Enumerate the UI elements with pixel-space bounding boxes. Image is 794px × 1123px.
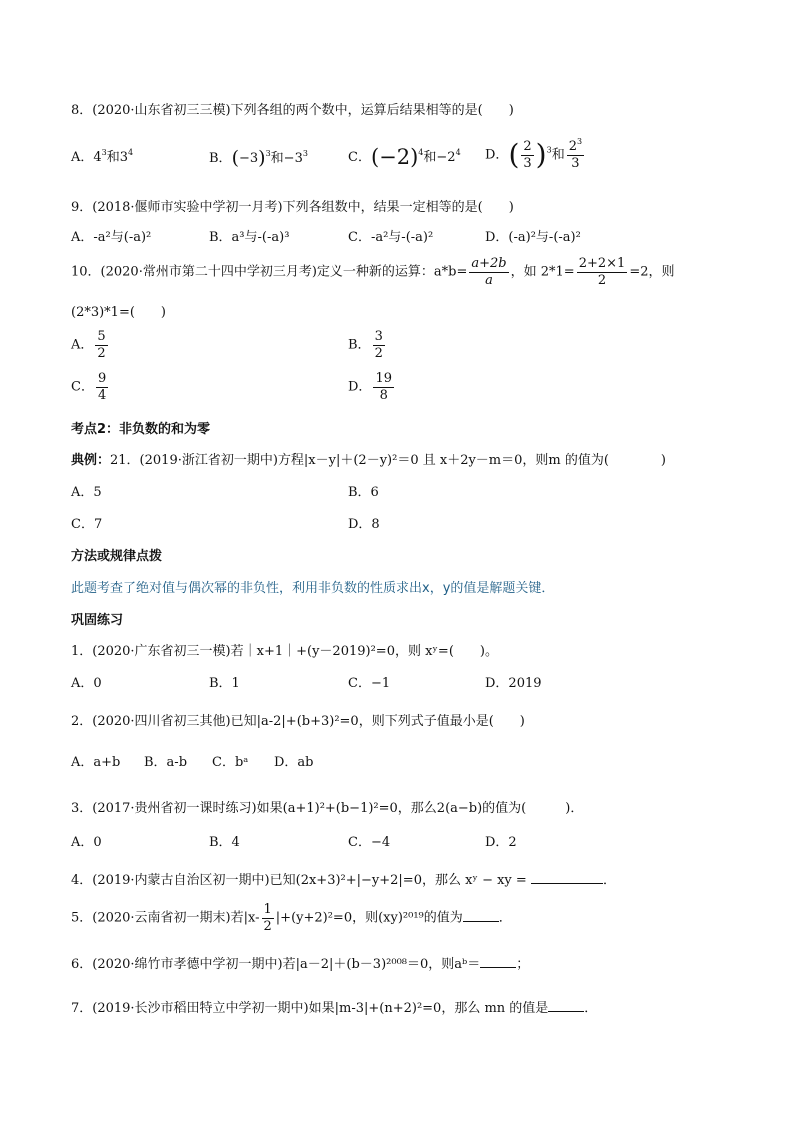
- section-heading-kaodian-2: 考点2：非负数的和为零: [71, 422, 211, 437]
- q10-c-num: 9: [97, 371, 107, 386]
- method-heading: 方法或规律点拨: [71, 549, 163, 564]
- p2-option-c: C．bᵃ: [212, 755, 249, 770]
- p1-option-b: B．1: [209, 676, 240, 691]
- practice-2-stem: 2．(2020·四川省初三其他)已知|a-2|+(b+3)²=0，则下列式子值最小是( ): [71, 714, 525, 729]
- p7-answer-blank[interactable]: [548, 1011, 584, 1012]
- q8-option-d: D．( $\frac{2}{3}$ )$^3$和 $\frac{2^3}{3}$: [485, 137, 583, 172]
- q10-b-den: 2: [374, 345, 383, 361]
- example-text: 21．(2019·浙江省初一期中)方程|x－y|＋(2－y)²＝0 且 x＋2y－m＝0，则m 的值为( ): [110, 453, 667, 468]
- p3-option-b: B．4: [209, 835, 240, 850]
- q10-d-label: D．: [348, 379, 372, 395]
- question-10-stem: [71, 257, 674, 287]
- q10-a-num: 5: [97, 329, 106, 344]
- p1-option-c: C．−1: [348, 676, 391, 691]
- q10-stem-part-b: ，如 2*1=: [510, 264, 575, 280]
- p1-option-d: D．2019: [485, 676, 542, 691]
- q10-stem-part-a: 10．(2020·常州市第二十四中学初三月考)定义一种新的运算：a*b=: [71, 264, 468, 280]
- q10-option-d: [348, 372, 396, 402]
- p6-answer-blank[interactable]: [480, 967, 516, 968]
- question-9-stem: 9．(2018·偃师市实验中学初一月考)下列各组数中，结果一定相等的是( ): [71, 200, 514, 215]
- q9-option-c: C．-a²与-(-a)²: [348, 230, 434, 245]
- p5-answer-blank[interactable]: [463, 921, 499, 922]
- p5-frac-den: 2: [263, 918, 272, 934]
- p5-stem-part-b: |+(y+2)²=0，则(xy)²⁰¹⁹的值为: [275, 910, 463, 926]
- p3-option-c: C．−4: [348, 835, 391, 850]
- q8-option-a: A．$4^3$和$3^4$: [71, 148, 134, 165]
- practice-7-stem: 7．(2019·长沙市稻田特立中学初一期中)如果|m-3|+(n+2)²=0，那么 mn 的值是 ．: [71, 1001, 598, 1016]
- p2-option-a: A．a+b: [71, 755, 121, 770]
- example-option-c: C．7: [71, 517, 103, 532]
- q9-option-d: D．(-a)²与-(-a)²: [485, 230, 581, 245]
- q10-option-b: [348, 330, 387, 360]
- practice-1-stem: 1．(2020·广东省初三一模)若｜x+1｜+(y－2019)²=0，则 xʸ=( )。: [71, 644, 498, 659]
- p3-option-d: D．2: [485, 835, 517, 850]
- example-option-b: B．6: [348, 485, 379, 500]
- q9-option-a: A．-a²与(-a)²: [71, 230, 152, 245]
- example-option-a: A．5: [71, 485, 102, 500]
- practice-3-stem: 3．(2017·贵州省初一课时练习)如果(a+1)²+(b−1)²=0，那么2(a−b)的值为( )．: [71, 801, 584, 816]
- practice-heading: 巩固练习: [71, 613, 124, 628]
- q9-option-b: B．a³与-(-a)³: [209, 230, 290, 245]
- practice-5-stem: 5．(2020·云南省初一期末)若|x- $\frac{1}{2}$ |+(y+2)²=0，则(xy)²⁰¹⁹的值为 ．: [71, 902, 512, 934]
- example-question: [71, 454, 666, 467]
- p1-option-a: A．0: [71, 676, 102, 691]
- practice-6-stem: 6．(2020·绵竹市孝德中学初一期中)若|a－2|＋(b－3)²⁰⁰⁸＝0，则aᵇ＝ ；: [71, 957, 530, 972]
- q8-option-b: B．$(-3)^3$和$-3^3$: [209, 147, 308, 169]
- question-8-stem: 8．(2020·山东省初三三模)下列各组的两个数中，运算后结果相等的是( ): [71, 103, 514, 118]
- p5-frac-num: 1: [263, 902, 272, 917]
- q10-d-num: 19: [375, 371, 392, 386]
- q10-def-denominator: a: [485, 272, 493, 288]
- q10-b-num: 3: [374, 329, 383, 344]
- example-label: 典例：: [71, 453, 111, 468]
- p2-option-b: B．a-b: [144, 755, 188, 770]
- q10-a-label: A．: [71, 337, 94, 353]
- q10-example-numerator: 2+2×1: [578, 256, 626, 271]
- q10-option-a: [71, 330, 110, 360]
- example-option-d: D．8: [348, 517, 380, 532]
- p4-answer-blank[interactable]: [531, 883, 603, 884]
- p7-stem-text: 7．(2019·长沙市稻田特立中学初一期中)如果|m-3|+(n+2)²=0，那么 mn 的值是: [71, 1001, 549, 1016]
- q10-option-c: [71, 372, 110, 402]
- q10-c-label: C．: [71, 379, 94, 395]
- q10-a-den: 2: [97, 345, 106, 361]
- q8-option-c: C．$(-2)^4$和$-2^4$: [348, 145, 461, 169]
- q10-stem-part-c: =2，则: [629, 264, 675, 280]
- q10-c-den: 4: [97, 387, 107, 403]
- p3-option-a: A．0: [71, 835, 102, 850]
- method-text: 此题考查了绝对值与偶次幂的非负性，利用非负数的性质求出x，y的值是解题关键．: [71, 581, 555, 596]
- q10-def-numerator: a+2b: [471, 256, 507, 271]
- practice-4-stem: 4．(2019·内蒙古自治区初一期中)已知(2x+3)²+|−y+2|=0，那么 xʸ − xy = ．: [71, 873, 616, 888]
- q10-line-2: (2*3)*1=( ): [71, 305, 166, 320]
- q10-example-denominator: 2: [597, 272, 607, 288]
- p4-stem-text: 4．(2019·内蒙古自治区初一期中)已知(2x+3)²+|−y+2|=0，那么 xʸ − xy =: [71, 873, 527, 888]
- p6-stem-text: 6．(2020·绵竹市孝德中学初一期中)若|a－2|＋(b－3)²⁰⁰⁸＝0，则aᵇ＝: [71, 957, 481, 972]
- p2-option-d: D．ab: [274, 755, 314, 770]
- q10-b-label: B．: [348, 337, 371, 353]
- p5-stem-part-a: 5．(2020·云南省初一期末)若|x-: [71, 910, 260, 926]
- q10-d-den: 8: [379, 387, 388, 403]
